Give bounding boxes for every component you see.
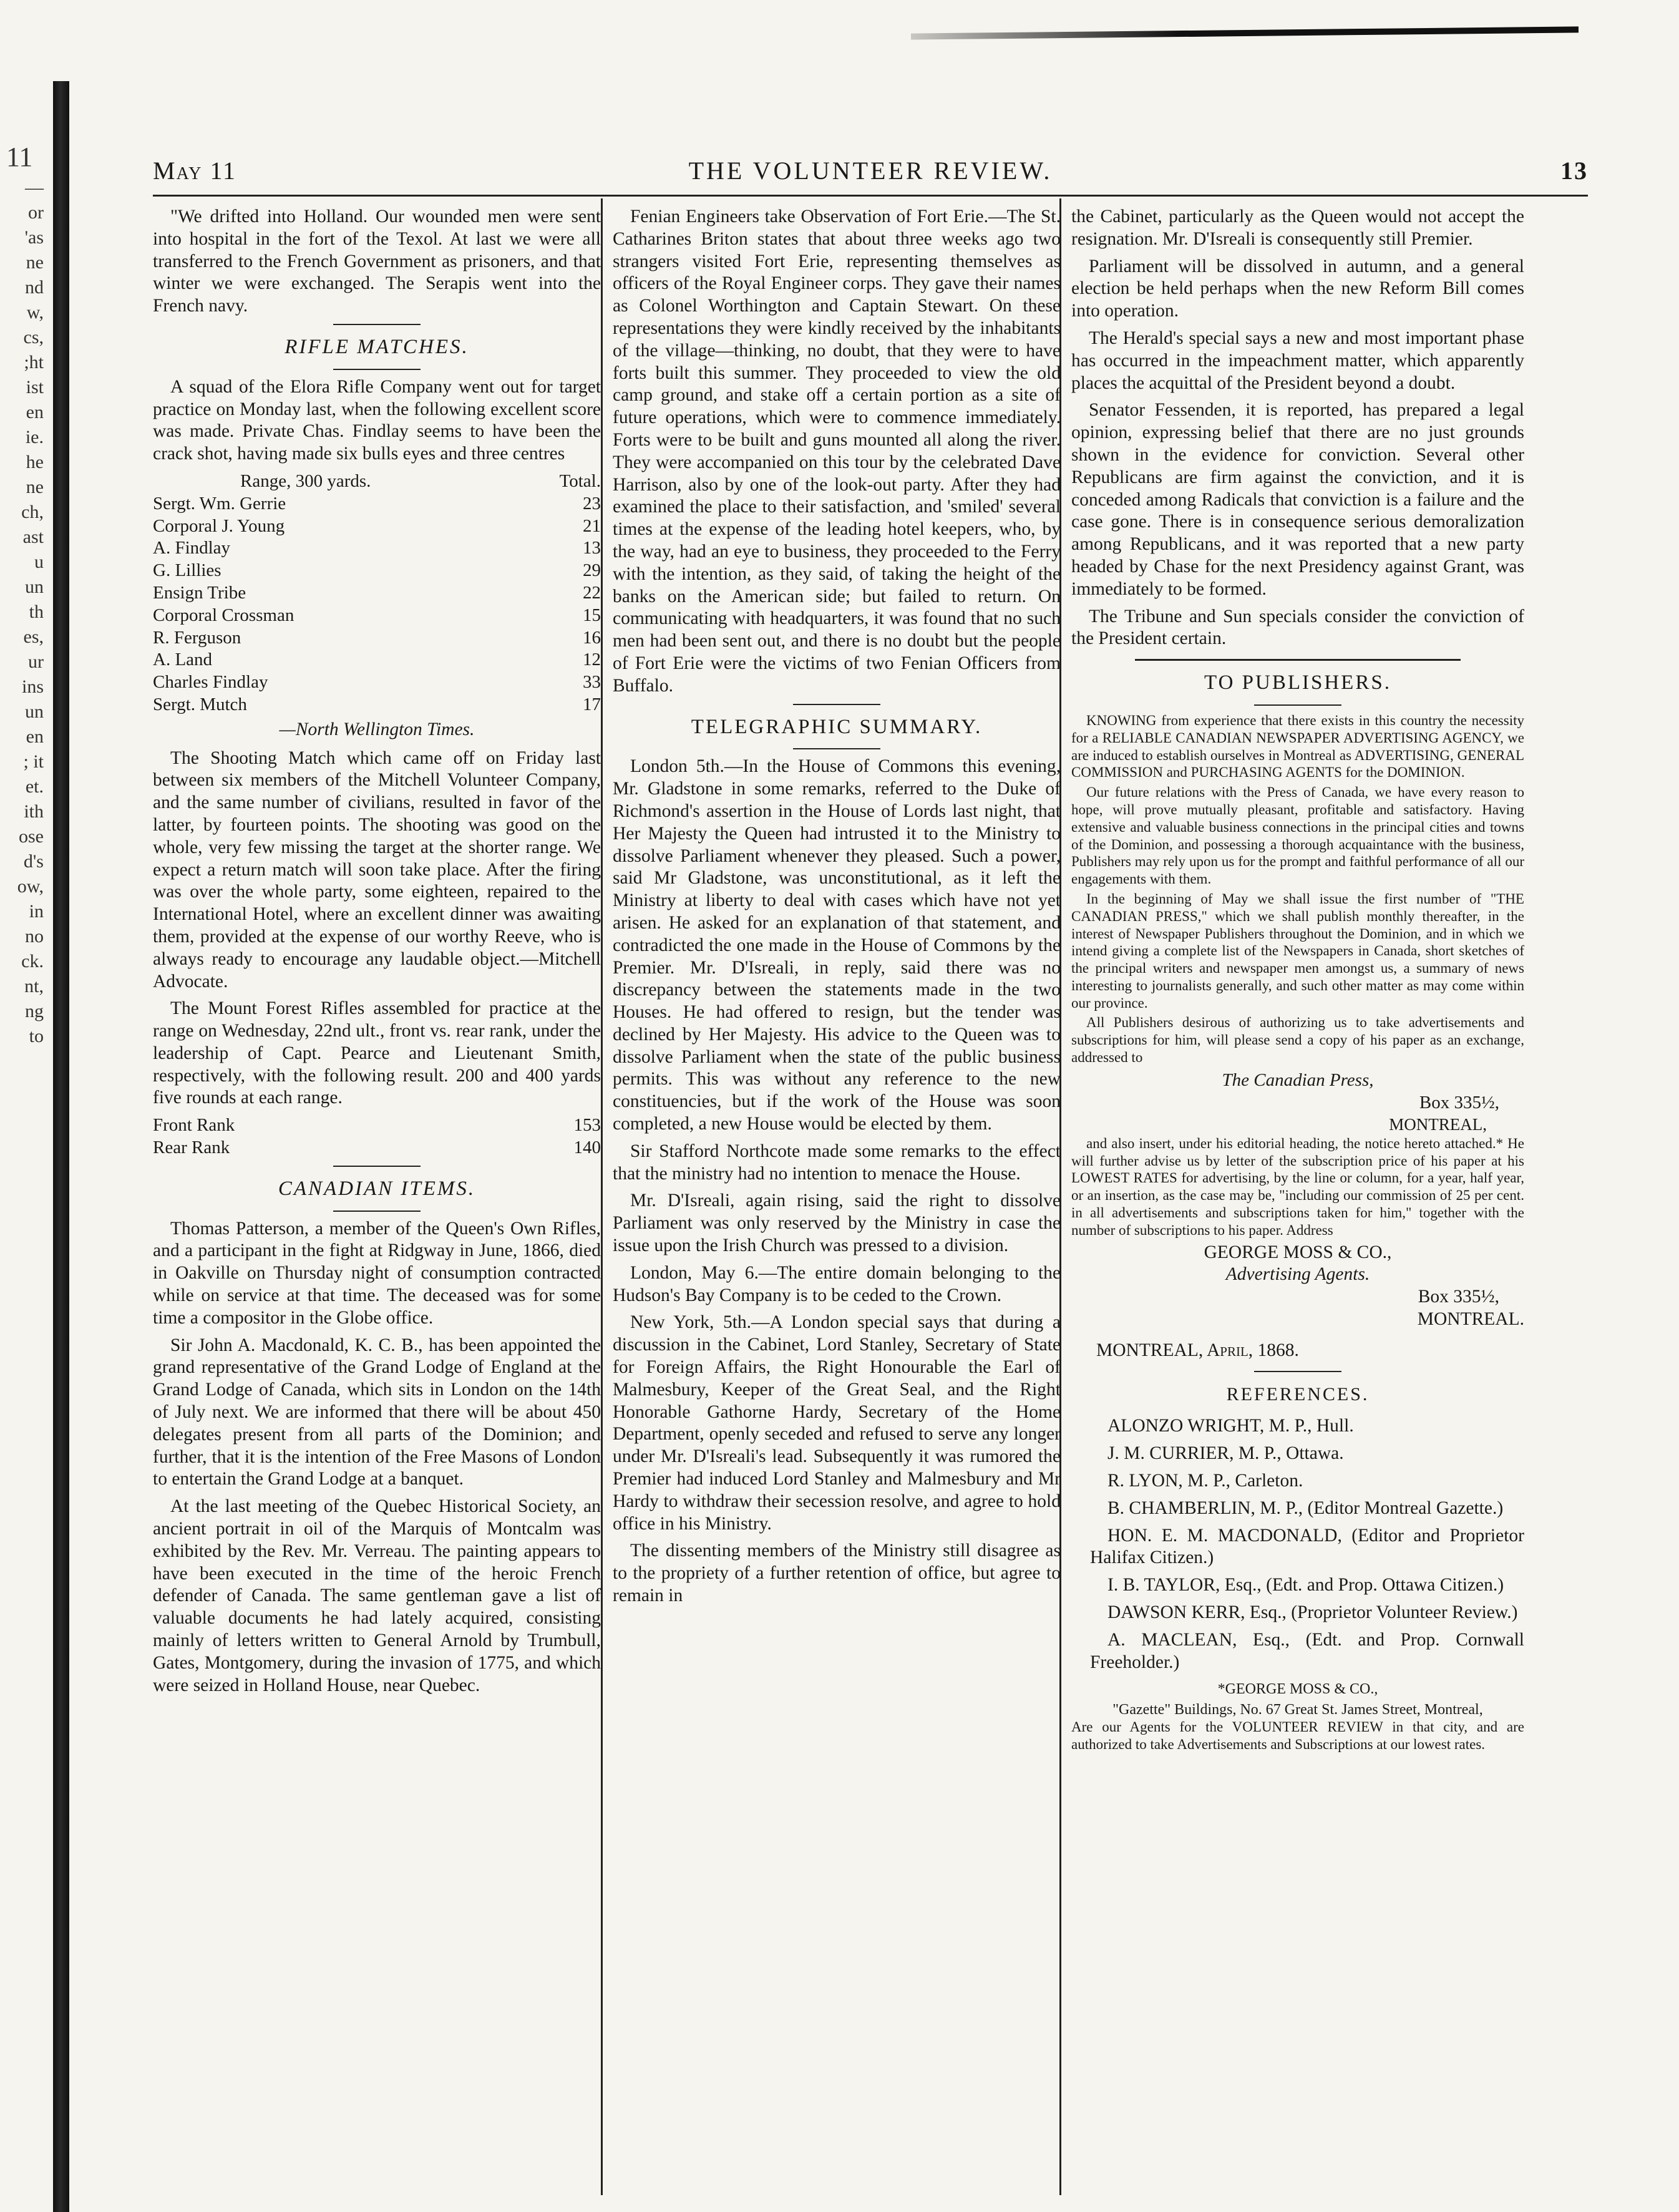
elora-paragraph: A squad of the Elora Rifle Company went out for target practice on Monday last, when the following excellent score was made. Private Chas. Findlay seems to have been the crack shot, having made six bulls eyes and three centres: [153, 376, 601, 464]
section-divider: [1135, 659, 1461, 661]
dateline: MONTREAL, April, 1868.: [1096, 1340, 1299, 1360]
score-total: 12: [583, 650, 601, 670]
margin-fragment: ne: [26, 478, 44, 497]
score-row: [153, 627, 601, 650]
section-divider: [793, 748, 880, 749]
fessenden-paragraph: Senator Fessenden, it is reported, has prepared a legal opinion, expressing belief that there are no just grounds shown in the evidence for conviction. Several other Republicans are firm against the conviction, and it is conceded among Radicals that conviction is a failure and the case gone. There is in consequence serious demoralization among Republicans, and it was reported that a new party headed by Chase for the next Presidency against Grant, was immediately to be formed.: [1071, 400, 1524, 599]
shooting-match-paragraph: The Shooting Match which came off on Friday last between six members of the Mitchell Volunteer Company, and the same number of civilians, resulted in favor of the latter, by fourteen points. The shooting was good on the whole, very few missing the target at the shorter range. We expect a return match will soon take place. After the firing was over the whole party, some eighteen, repaired to the International Hotel, where an excellent dinner was awaiting them, provided at the expense of our worthy Reeve, who is always ready to encourage any laudable object.—Mitchell Advocate.: [153, 748, 601, 992]
margin-fragment: un: [25, 578, 44, 597]
rear-rank-label: Rear Rank: [153, 1138, 230, 1158]
margin-fragment: —: [25, 178, 44, 198]
publishers-para-5: and also insert, under his editorial heading, the notice hereto attached.* He will further advise us by letter of the subscription price of his paper at his LOWEST RATES for advertising, by the line or column, for a year, half year, or an insertion, as the case may be, "including our commission of 25 per cent. in all advertisements and subscriptions taken for him," together with the number of subscriptions to his paper. Address: [1071, 1135, 1524, 1238]
margin-fragment: en: [26, 403, 44, 422]
previous-page-margin: [0, 144, 50, 1052]
to-publishers-heading: TO PUBLISHERS.: [1204, 671, 1391, 694]
score-row: [153, 515, 601, 538]
agents-address: "Gazette" Buildings, No. 67 Great St. James Street, Montreal,: [1112, 1702, 1483, 1718]
column-rule-1: [601, 198, 603, 2195]
front-rank-value: 153: [573, 1115, 601, 1136]
column-2: [613, 206, 1061, 1612]
holland-paragraph: "We drifted into Holland. Our wounded men were sent into hospital in the fort of the Texol. At last we were all transferred to the French Government as prisoners, and that winter we were exchanged. The Serapis went into the French navy.: [153, 207, 601, 316]
score-row: [153, 649, 601, 671]
patterson-paragraph: Thomas Patterson, a member of the Queen's Own Rifles, and a participant in the fight at Ridgway in June, 1866, died in Oakville on Thursday night of consumption contracted while on service at that time. The deceased was for some time a compositor in the Globe office.: [153, 1218, 601, 1328]
score-row: [153, 493, 601, 515]
score-row: [153, 560, 601, 582]
parliament-paragraph: Parliament will be dissolved in autumn, and a general election be held perhaps when the new Reform Bill comes into operation.: [1071, 256, 1524, 321]
new-york-paragraph: New York, 5th.—A London special says that during a discussion in the Cabinet, Lord Stanley, Secretary of State for Foreign Affairs, the Right Honourable the Earl of Malmesbury, Keeper of the Great Seal, and the Right Honorable Gathorne Hardy, Secretary of the Home Department, openly seceded and refused to serve any longer under Mr. D'Isreali's lead. Subsequently it was rumored the Premier had induced Lord Stanley and Malmesbury and Mr Hardy to withdraw their secession resolve, and agree to hold office in his Ministry.: [613, 1312, 1061, 1534]
score-name: Ensign Tribe: [153, 582, 246, 603]
section-divider: [1254, 704, 1341, 706]
score-table-header: [153, 470, 601, 493]
publishers-para-2: Our future relations with the Press of Canada, we have every reason to hope, will prove mutually pleasant, profitable and satisfactory. Having extensive and valuable business connections in the principal cities and towns of the Dominion, and possessing a thorough acquaintance with the business, Publishers may rely upon us for the prompt and faithful performance of all our engagements with them.: [1071, 784, 1524, 887]
margin-fragment: ng: [25, 1002, 44, 1021]
publishers-para-4: All Publishers desirous of authorizing us to take advertisements and subscriptions for him, will please send a copy of his paper as an exchange, addressed to: [1071, 1015, 1524, 1066]
score-total: 29: [583, 560, 601, 581]
top-ink-rule: [911, 26, 1579, 39]
publishers-notice: [1071, 712, 1524, 1239]
margin-fragment: ast: [22, 528, 44, 547]
score-total: 21: [583, 515, 601, 536]
margin-fragment: et.: [25, 777, 44, 797]
score-row: [153, 605, 601, 627]
margin-fragment: no: [25, 927, 44, 947]
column-1: [153, 206, 601, 1702]
score-rows: [153, 493, 601, 716]
margin-fragment: th: [29, 603, 44, 622]
score-table: [153, 470, 601, 716]
margin-fragment: ose: [19, 827, 44, 847]
reference-item: HON. E. M. MACDONALD, (Editor and Proprietor Halifax Citizen.): [1090, 1525, 1524, 1568]
margin-fragment: in: [29, 902, 44, 922]
signature-box: Box 335½,: [1418, 1287, 1499, 1307]
rear-rank-row: [153, 1137, 601, 1159]
rank-results: [153, 1114, 601, 1159]
signature-name: GEORGE MOSS & CO.,: [1204, 1242, 1392, 1262]
northcote-paragraph: Sir Stafford Northcote made some remarks to the effect that the ministry had no intention to menace the House.: [613, 1141, 1061, 1184]
score-source: —North Wellington Times.: [279, 719, 475, 739]
montcalm-paragraph: At the last meeting of the Quebec Historical Society, an ancient portrait in oil of the Marquis of Montcalm was exhibited by the Rev. Mr. Verreau. The painting appears to have been executed in the time of the heroic French defender of Canada. The same gentleman gave a list of valuable documents he had lately acquired, consisting mainly of letters written to General Arnold by Trumbull, Gates, Montgomery, during the invasion of 1775, and which were seized in Holland House, near Quebec.: [153, 1496, 601, 1695]
margin-fragment: nt,: [24, 977, 44, 996]
scan-binding-shadow: [53, 81, 69, 2212]
references-list: [1071, 1415, 1524, 1674]
tribune-paragraph: The Tribune and Sun specials consider the conviction of the President certain.: [1071, 606, 1524, 649]
score-row: [153, 582, 601, 605]
score-row: [153, 671, 601, 694]
fenian-engineers-paragraph: Fenian Engineers take Observation of Fort Erie.—The St. Catharines Briton states that about three weeks ago two strangers visited Fort Erie, representing themselves as officers of the Royal Engineer corps. They gave their names as Colonel Worthington and Captain Stewart. On these representations they were kindly received by the inhabitants of the village—thinking, no doubt, that they were to have forts built this summer. They proceeded to view the old camp ground, and stake off a certain portion as a site of future operations, which were to commence immediately. Forts were to be built and guns mounted all along the river. They were accompanied on this tour by the celebrated Dave Harrison, also by one of the look-out party. After they had examined the place to their satisfaction, and 'smiled' several times at the expense of the leading hotel keepers, who, by the way, had an eye to business, they proceeded to the Ferry with the intention, as they said, of taking the height of the banks on the American side; but failed to return. On communicating with headquarters, it was found that no such men had been sent out, and there is no doubt but the people of Fort Erie were the victims of two Fenian Officers from Buffalo.: [613, 207, 1061, 696]
margin-fragment: ck.: [21, 952, 44, 972]
section-divider: [333, 1166, 421, 1167]
score-name: R. Ferguson: [153, 627, 241, 648]
score-range-label: Range, 300 yards.: [240, 470, 371, 491]
disraeli-paragraph: Mr. D'Isreali, again rising, said the right to dissolve Parliament was only reserved by the Ministry in case the issue upon the Irish Church was pressed to a division.: [613, 1191, 1061, 1256]
margin-fragment: un: [25, 703, 44, 722]
score-total: 23: [583, 493, 601, 514]
front-rank-label: Front Rank: [153, 1115, 235, 1136]
score-total: 22: [583, 582, 601, 603]
hudsons-bay-paragraph: London, May 6.—The entire domain belonging to the Hudson's Bay Company is to be ceded to the Crown.: [613, 1262, 1061, 1305]
section-divider: [333, 324, 421, 325]
section-divider: [333, 369, 421, 370]
reference-item: ALONZO WRIGHT, M. P., Hull.: [1107, 1416, 1354, 1436]
column-3: [1071, 206, 1524, 1753]
margin-fragment: or: [28, 203, 44, 223]
reference-item: R. LYON, M. P., Carleton.: [1107, 1471, 1303, 1491]
signature-city: MONTREAL.: [1417, 1309, 1524, 1330]
mount-forest-paragraph: The Mount Forest Rifles assembled for practice at the range on Wednesday, 22nd ult., front vs. rear rank, under the leadership of Capt. Pearce and Lieutenant Smith, respectively, with the following result. 200 and 400 yards five rounds at each range.: [153, 998, 601, 1108]
agents-name: *GEORGE MOSS & CO.,: [1217, 1681, 1378, 1698]
score-row: [153, 694, 601, 716]
reference-item: J. M. CURRIER, M. P., Ottawa.: [1107, 1443, 1344, 1464]
reference-item: A. MACLEAN, Esq., (Edt. and Prop. Cornwall Freeholder.): [1090, 1629, 1524, 1672]
address-box: Box 335½,: [1419, 1092, 1499, 1113]
section-divider: [333, 1211, 421, 1212]
reference-item: DAWSON KERR, Esq., (Proprietor Volunteer Review.): [1107, 1602, 1518, 1623]
agents-paragraph: Are our Agents for the VOLUNTEER REVIEW in that city, and are authorized to take Advertisements and Subscriptions at our lowest rates.: [1071, 1719, 1524, 1753]
running-head: [153, 156, 1588, 193]
signature-role: Advertising Agents.: [1225, 1264, 1370, 1285]
margin-fragment: ow,: [17, 877, 44, 897]
score-name: G. Lillies: [153, 560, 221, 581]
publishers-para-3: In the beginning of May we shall issue the first number of "THE CANADIAN PRESS," which we shall publish monthly thereafter, in the interest of Newspaper Publishers throughout the Dominion, and in which we intend giving a complete list of the Newspapers in Canada, short sketches of the principal writers and newspaper men amongst us, a summary of news interesting to journalists generally, and such other matter as may come within our province.: [1071, 890, 1524, 1011]
running-head-date: May 11: [153, 157, 236, 185]
margin-fragment: to: [29, 1027, 44, 1046]
score-name: A. Land: [153, 650, 213, 670]
margin-fragment: nd: [25, 278, 44, 298]
section-divider: [1254, 1371, 1341, 1372]
running-head-title: THE VOLUNTEER REVIEW.: [688, 157, 1053, 185]
margin-fragment: cs,: [23, 328, 44, 348]
margin-fragment: en: [26, 728, 44, 747]
herald-paragraph: The Herald's special says a new and most important phase has occurred in the impeachment matter, which apparently places the acquittal of the President beyond a doubt.: [1071, 328, 1524, 393]
score-total: 33: [583, 672, 601, 693]
margin-fragment: es,: [23, 628, 44, 647]
front-rank-row: [153, 1114, 601, 1137]
margin-fragment: d's: [23, 852, 44, 872]
publishers-para-1: KNOWING from experience that there exists in this country the necessity for a RELIABLE CANADIAN NEWSPAPER ADVERTISING AGENCY, we are induced to establish ourselves in Montreal as ADVERTISING, GENERAL COMMISSION and PURCHASING AGENTS for the DOMINION.: [1071, 712, 1524, 781]
score-row: [153, 537, 601, 560]
score-name: Charles Findlay: [153, 672, 268, 693]
margin-fragment: ;ht: [24, 353, 44, 373]
rifle-matches-heading: RIFLE MATCHES.: [285, 335, 469, 358]
reference-item: I. B. TAYLOR, Esq., (Edt. and Prop. Ottawa Citizen.): [1107, 1575, 1504, 1596]
margin-fragment: 11: [6, 144, 33, 172]
margin-fragment: ne: [26, 253, 44, 273]
margin-fragment: w,: [26, 303, 44, 323]
margin-fragment: ; it: [23, 753, 44, 772]
score-total: 17: [583, 694, 601, 714]
telegraphic-summary-heading: TELEGRAPHIC SUMMARY.: [691, 715, 983, 738]
gladstone-paragraph: London 5th.—In the House of Commons this evening, Mr. Gladstone in some remarks, referred to the Duke of Richmond's assertion in the House of Lords last night, that Her Majesty the Queen had intrusted it to the Ministry to dissolve Parliament whenever they pleased. Such a power, said Mr Gladstone, was unconstitutional, as it left the Ministry at liberty to deal with cases which have not yet arisen. He asked for an explanation of that statement, and contradicted the one made in the House of Commons by the Premier. Mr. D'Isreali, in reply, said there was no discrepancy between the statements made in the two Houses. He had offered to resign, but the tender was declined by Her Majesty. His advice to the Queen was to dissolve Parliament when the state of the public business permits. This was without any reference to the new constituencies, but if the work of the House was soon completed, a new House would be elected by them.: [613, 756, 1061, 1134]
reference-item: B. CHAMBERLIN, M. P., (Editor Montreal Gazette.): [1107, 1498, 1504, 1518]
dissenting-members-paragraph: The dissenting members of the Ministry still disagree as to the propriety of a further retention of office, but agree to remain in: [613, 1541, 1061, 1606]
margin-fragment: u: [34, 553, 44, 572]
rear-rank-value: 140: [573, 1138, 601, 1158]
macdonald-paragraph: Sir John A. Macdonald, K. C. B., has been appointed the grand representative of the Grand Lodge of England at the Grand Lodge of Canada, which sits in London on the 14th of July next. We are informed that there will be about 450 delegates present from all parts of the Dominion; and further, that it is the intention of the Free Masons of London to entertain the Grand Lodge at a banquet.: [153, 1335, 601, 1489]
score-total: 13: [583, 538, 601, 558]
references-heading: REFERENCES.: [1226, 1383, 1370, 1405]
score-total: 16: [583, 627, 601, 648]
score-name: Sergt. Wm. Gerrie: [153, 493, 286, 514]
address-city: MONTREAL,: [1389, 1114, 1487, 1134]
margin-fragment: ie.: [25, 428, 44, 447]
score-name: Sergt. Mutch: [153, 694, 247, 714]
margin-fragment: ith: [24, 802, 44, 822]
address-name: The Canadian Press,: [1222, 1069, 1374, 1090]
margin-fragment: he: [26, 453, 44, 472]
cabinet-paragraph: the Cabinet, particularly as the Queen would not accept the resignation. Mr. D'Isreali is consequently still Premier.: [1071, 207, 1524, 249]
score-name: Corporal J. Young: [153, 515, 285, 536]
score-total-label: Total.: [559, 470, 601, 491]
canadian-items-heading: CANADIAN ITEMS.: [278, 1177, 476, 1200]
margin-fragment: ist: [26, 378, 44, 397]
score-name: A. Findlay: [153, 538, 231, 558]
section-divider: [793, 704, 880, 705]
margin-fragment: 'as: [24, 228, 44, 248]
margin-fragment: ur: [28, 653, 44, 672]
page-number: 13: [1560, 157, 1588, 185]
margin-fragment: ins: [21, 678, 44, 697]
header-rule: [153, 195, 1588, 197]
score-name: Corporal Crossman: [153, 605, 294, 625]
margin-fragment: ch,: [21, 503, 44, 522]
score-total: 15: [583, 605, 601, 625]
